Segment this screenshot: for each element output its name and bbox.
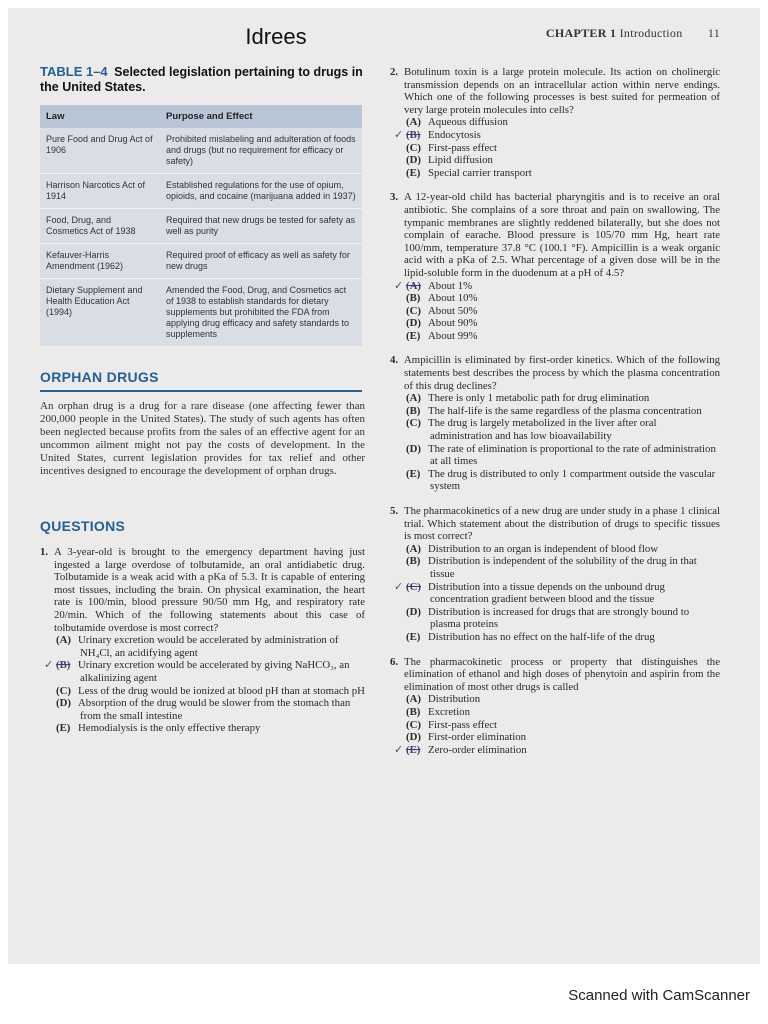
purpose-cell: Amended the Food, Drug, and Cosmetics act of 1938 to establish standards for dietary supplements but prohibited the FDA from applying drug efficacy and safety standards to supplements	[160, 279, 362, 347]
question-number: 6.	[390, 655, 399, 668]
answer-option	[40, 697, 365, 722]
option-text: Urinary excretion would be accelerated by giving NaHCO₃, an alkalinizing agent	[78, 659, 350, 684]
section-rule	[40, 390, 362, 392]
answer-option	[390, 392, 720, 405]
option-row	[390, 116, 720, 129]
answer-option	[40, 659, 365, 684]
left-column	[40, 64, 365, 747]
question-text: Botulinum toxin is a large protein molecule. Its action on cholinergic transmission depends on an intracellular action within nerve endings. Which one of the following processes is best suited for permeation of very large protein molecules into cells?	[404, 66, 720, 116]
question-text: The pharmacokinetic process or property that distinguishes the elimination of ethanol and high doses of phenytoin and aspirin from the elimination of most other drugs is called	[404, 655, 720, 693]
option-letter: (B)	[406, 555, 421, 568]
answer-option	[390, 744, 720, 757]
option-row	[390, 443, 720, 468]
question	[390, 354, 720, 493]
question-text: The pharmacokinetics of a new drug are under study in a phase 1 clinical trial. Which statement about the distribution of drugs to specific tissues is most correct?	[404, 505, 720, 543]
option-letter: (D)	[406, 154, 421, 167]
option-text: First-pass effect	[428, 718, 498, 731]
answer-option	[390, 555, 720, 580]
option-text: Special carrier transport	[428, 166, 532, 179]
answer-option	[390, 142, 720, 155]
option-letter: (D)	[406, 731, 421, 744]
option-row	[390, 292, 720, 305]
option-row	[390, 417, 720, 442]
option-row	[390, 154, 720, 167]
table-title	[40, 64, 365, 95]
option-row	[390, 744, 720, 757]
purpose-cell: Prohibited mislabeling and adulteration of foods and drugs (but no requirement for efficacy or safety)	[160, 128, 362, 174]
question	[390, 505, 720, 644]
option-row	[40, 722, 365, 735]
answer-option	[390, 116, 720, 129]
answer-option	[40, 722, 365, 735]
option-text: Lipid diffusion	[428, 154, 493, 167]
option-letter: (A)	[406, 279, 421, 292]
option-row	[40, 659, 365, 684]
option-text: About 90%	[428, 317, 478, 330]
table-number: TABLE 1–4	[40, 64, 108, 79]
answer-option	[390, 154, 720, 167]
questions-left	[40, 546, 365, 735]
question-number: 4.	[390, 354, 399, 367]
option-text: Hemodialysis is the only effective therapy	[78, 722, 261, 735]
answer-option	[390, 167, 720, 180]
option-row	[390, 405, 720, 418]
table-row	[40, 209, 362, 244]
handwritten-check-icon: ✓	[394, 279, 404, 292]
question-stem	[390, 505, 720, 543]
option-text: Absorption of the drug would be slower from the stomach than from the small intestine	[78, 697, 351, 722]
answer-option	[40, 634, 365, 659]
answer-option	[390, 719, 720, 732]
answer-option	[390, 581, 720, 606]
option-row	[390, 468, 720, 493]
header-purpose: Purpose and Effect	[160, 105, 362, 128]
table-caption: Selected legislation pertaining to drugs in the United States.	[40, 65, 363, 94]
question-text: A 3-year-old is brought to the emergency department having just ingested a large overdose of tolbutamide, an oral antidiabetic drug. Tolbutamide is a weak acid with a pKa of 5.3. It is capable of entering most tissues, including the brain. On physical examination, the heart rate is 100/min, blood pressure 90/50 mm Hg, and respiratory rate 20/min. Which of the following statements about this case of tolbutamide overdose is most correct?	[54, 546, 365, 634]
answer-option	[390, 443, 720, 468]
option-text: First-pass effect	[428, 141, 498, 154]
answer-option	[390, 280, 720, 293]
option-letter: (A)	[56, 634, 71, 647]
question-text: A 12-year-old child has bacterial pharyngitis and is to receive an oral antibiotic. She complains of a sore throat and pain on swallowing. The tympanic membranes are slightly reddened bilaterally, but she does not complain of earache. Blood pressure is 105/70 mm Hg, heart rate 100/mm, temperature 37.8 °C (100.1 °F). Ampicillin is a weak organic acid with a pKa of 2.5. What percentage of a given dose will be in the lipid-soluble form in the duodenum at a pH of 4.5?	[404, 191, 720, 279]
option-text: Distribution is increased for drugs that are strongly bound to plasma proteins	[428, 605, 690, 631]
handwritten-check-icon: ✓	[394, 580, 404, 593]
option-letter: (D)	[406, 442, 421, 455]
table-row	[40, 128, 362, 174]
question-stem	[390, 191, 720, 279]
question-stem	[390, 656, 720, 694]
option-letter: (C)	[406, 141, 421, 154]
answer-option	[390, 731, 720, 744]
answer-option	[390, 417, 720, 442]
law-cell: Pure Food and Drug Act of 1906	[40, 128, 160, 174]
law-cell: Food, Drug, and Cosmetics Act of 1938	[40, 209, 160, 244]
option-text: Aqueous diffusion	[428, 116, 508, 129]
option-row	[390, 305, 720, 318]
option-letter: (C)	[406, 304, 421, 317]
option-row	[390, 719, 720, 732]
questions-section	[40, 518, 365, 735]
option-letter: (C)	[56, 684, 71, 697]
option-text: Distribution has no effect on the half-life of the drug	[428, 630, 655, 643]
option-row	[390, 555, 720, 580]
question	[390, 191, 720, 342]
option-text: Less of the drug would be ionized at blood pH than at stomach pH	[78, 684, 365, 697]
page-number: 11	[707, 26, 720, 40]
running-head	[546, 26, 720, 41]
option-letter: (C)	[406, 718, 421, 731]
option-row	[390, 129, 720, 142]
table-row	[40, 279, 362, 347]
option-text: The drug is largely metabolized in the liver after oral administration and has low bioavailability	[428, 417, 657, 443]
handwritten-check-icon: ✓	[394, 128, 404, 141]
option-text: The half-life is the same regardless of the plasma concentration	[428, 404, 702, 417]
option-letter: (A)	[406, 542, 421, 555]
option-text: About 50%	[428, 304, 478, 317]
law-cell: Dietary Supplement and Health Education Act (1994)	[40, 279, 160, 347]
option-row	[390, 606, 720, 631]
option-text: First-order elimination	[428, 731, 527, 744]
option-text: There is only 1 metabolic path for drug elimination	[428, 392, 650, 405]
question	[40, 546, 365, 735]
option-letter: (C)	[406, 417, 421, 430]
option-letter: (C)	[406, 580, 421, 593]
option-letter: (B)	[406, 705, 421, 718]
option-letter: (E)	[406, 166, 421, 179]
option-letter: (E)	[56, 722, 71, 735]
scanner-watermark: Scanned with CamScanner	[568, 987, 750, 1004]
answer-option	[390, 330, 720, 343]
option-text: About 1%	[428, 279, 473, 292]
option-text: About 99%	[428, 329, 478, 342]
option-row	[390, 543, 720, 556]
orphan-heading: ORPHAN DRUGS	[40, 369, 159, 385]
option-text: Excretion	[428, 705, 470, 718]
option-text: About 10%	[428, 292, 478, 305]
answer-option	[390, 468, 720, 493]
purpose-cell: Required that new drugs be tested for safety as well as purity	[160, 209, 362, 244]
question-stem	[40, 546, 365, 634]
option-letter: (B)	[406, 404, 421, 417]
option-letter: (D)	[406, 317, 421, 330]
option-letter: (A)	[406, 693, 421, 706]
option-text: Distribution	[428, 693, 481, 706]
option-row	[390, 631, 720, 644]
question-stem	[390, 354, 720, 392]
owner-handwriting: Idrees	[245, 24, 307, 49]
handwritten-check-icon: ✓	[44, 659, 54, 672]
purpose-cell: Required proof of efficacy as well as safety for new drugs	[160, 244, 362, 279]
option-text: Distribution is independent of the solubility of the drug in that tissue	[428, 555, 697, 580]
question-number: 1.	[40, 546, 49, 558]
answer-option	[390, 606, 720, 631]
answer-option	[390, 292, 720, 305]
orphan-section	[40, 369, 365, 478]
option-letter: (A)	[406, 116, 421, 129]
option-letter: (B)	[56, 659, 71, 672]
option-letter: (E)	[406, 329, 421, 342]
option-letter: (E)	[406, 467, 421, 480]
option-text: Urinary excretion would be accelerated by administration of NH₄Cl, an acidifying agent	[78, 634, 339, 659]
handwritten-check-icon: ✓	[394, 743, 404, 756]
option-row	[390, 706, 720, 719]
option-text: Distribution into a tissue depends on the unbound drug concentration gradient between blood and the tissue	[428, 580, 665, 606]
option-row	[390, 392, 720, 405]
table-body	[40, 128, 362, 347]
option-row	[390, 330, 720, 343]
option-row	[390, 581, 720, 606]
question-text: Ampicillin is eliminated by first-order kinetics. Which of the following statements best describes the process by which the plasma concentration of this drug declines?	[404, 354, 720, 392]
option-letter: (E)	[406, 743, 421, 756]
header-law: Law	[40, 105, 160, 128]
option-row	[390, 317, 720, 330]
question-number: 3.	[390, 191, 399, 204]
answer-option	[390, 631, 720, 644]
option-row	[390, 167, 720, 180]
option-letter: (A)	[406, 392, 421, 405]
option-row	[40, 697, 365, 722]
legislation-table	[40, 105, 362, 347]
option-row	[390, 693, 720, 706]
option-letter: (D)	[406, 605, 421, 618]
answer-option	[390, 693, 720, 706]
chapter-label: CHAPTER 1	[545, 26, 617, 40]
option-letter: (E)	[406, 630, 421, 643]
option-text: The rate of elimination is proportional to the rate of administration at all times	[428, 442, 716, 468]
answer-option	[390, 706, 720, 719]
option-text: Endocytosis	[428, 128, 481, 141]
option-text: Zero-order elimination	[428, 743, 527, 756]
option-row	[40, 685, 365, 698]
option-text: Distribution to an organ is independent of blood flow	[428, 542, 659, 555]
answer-option	[40, 685, 365, 698]
answer-option	[390, 317, 720, 330]
answer-option	[390, 129, 720, 142]
answer-option	[390, 305, 720, 318]
option-row	[390, 731, 720, 744]
question-number: 2.	[390, 66, 399, 78]
option-text: The drug is distributed to only 1 compartment outside the vascular system	[428, 467, 716, 493]
answer-option	[390, 543, 720, 556]
option-row	[390, 142, 720, 155]
option-letter: (B)	[406, 128, 421, 141]
purpose-cell: Established regulations for the use of opium, opioids, and cocaine (marijuana added in 1937)	[160, 174, 362, 209]
questions-heading: QUESTIONS	[40, 518, 126, 534]
scanned-page	[8, 8, 760, 964]
chapter-title: Introduction	[619, 26, 683, 40]
orphan-paragraph: An orphan drug is a drug for a rare disease (one affecting fewer than 200,000 people in the United States). The study of such agents has often been neglected because profits from the sales of an effective agent for an uncommon ailment might not pay the costs of development. In the United States, current legislation provides for tax relief and other incentives designed to encourage the development of orphan drugs.	[40, 400, 365, 477]
table-row	[40, 174, 362, 209]
question	[390, 66, 720, 179]
option-letter: (D)	[56, 697, 71, 710]
law-cell: Harrison Narcotics Act of 1914	[40, 174, 160, 209]
right-column	[390, 66, 720, 768]
table-row	[40, 244, 362, 279]
question	[390, 656, 720, 757]
question-number: 5.	[390, 505, 399, 517]
question-stem	[390, 66, 720, 116]
option-letter: (B)	[406, 292, 421, 305]
law-cell: Kefauver-Harris Amendment (1962)	[40, 244, 160, 279]
option-row	[40, 634, 365, 659]
table-header-row	[40, 105, 362, 128]
option-row	[390, 280, 720, 293]
answer-option	[390, 405, 720, 418]
